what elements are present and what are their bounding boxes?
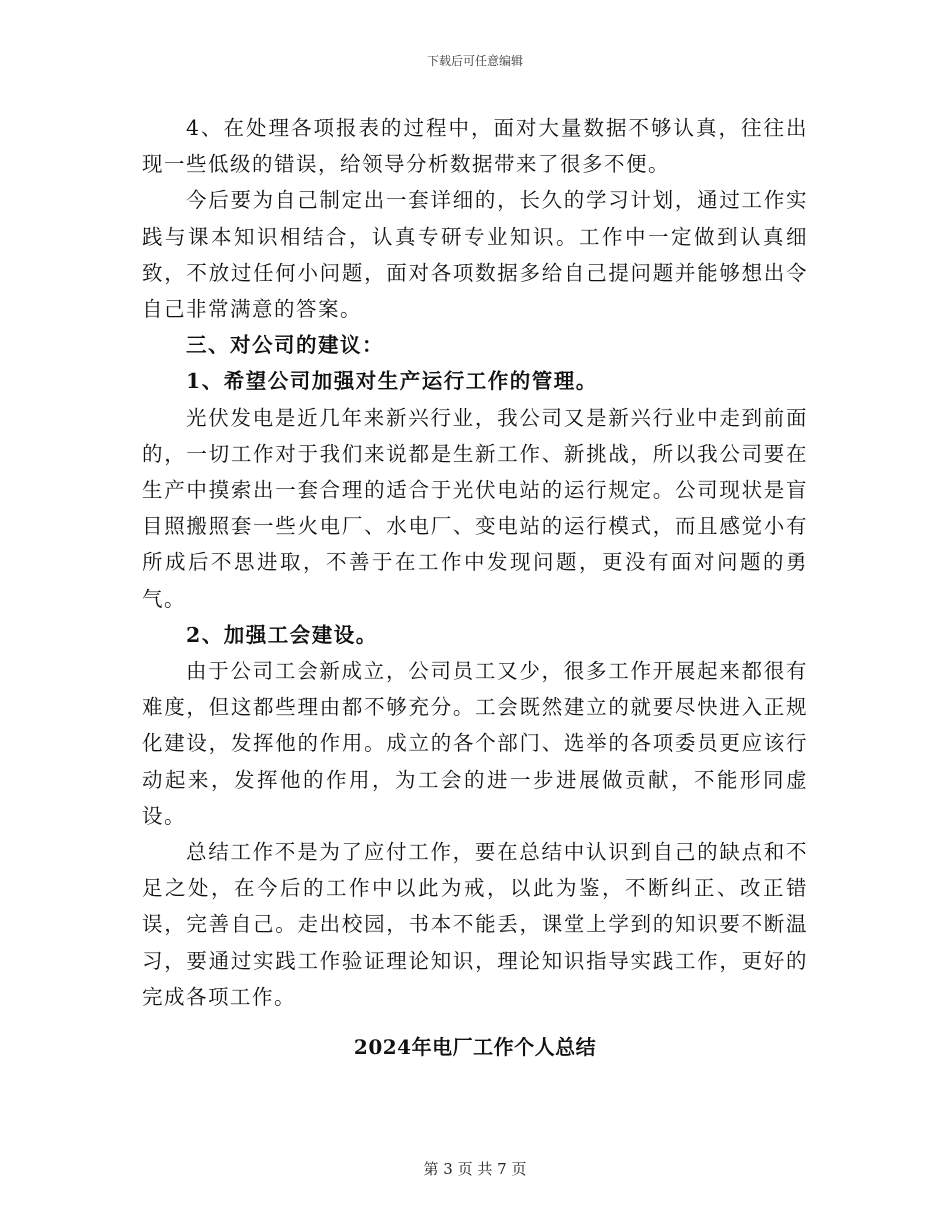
subheading-operation-management: 1、希望公司加强对生产运行工作的管理。	[186, 369, 598, 394]
paragraph-study-plan: 今后要为自己制定出一套详细的，长久的学习计划，通过工作实践与课本知识相结合，认真专研专业知识。工作中一定做到认真细致，不放过任何小问题，面对各项数据多给自己提问题并能够想出令自己非常满意的答案。	[142, 188, 808, 322]
section-heading-suggestions: 三、对公司的建议：	[186, 333, 384, 358]
page-footer: 第 3 页 共 7 页	[423, 1160, 527, 1178]
document-body	[142, 110, 808, 1065]
page-header: 下载后可任意编辑	[426, 54, 523, 68]
next-document-title: 2024年电厂工作个人总结	[353, 1035, 597, 1060]
paragraph-report-errors: 4、在处理各项报表的过程中，面对大量数据不够认真，往往出现一些低级的错误，给领导分析数据带来了很多不便。	[142, 116, 808, 177]
paragraph-photovoltaic: 光伏发电是近几年来新兴行业，我公司又是新兴行业中走到前面的，一切工作对于我们来说都是生新工作、新挑战，所以我公司要在生产中摸索出一套合理的适合于光伏电站的运行规定。公司现状是盲目照搬照套一些火电厂、水电厂、变电站的运行模式，而且感觉小有所成后不思进取，不善于在工作中发现问题，更没有面对问题的勇气。	[142, 405, 808, 611]
subheading-union-building: 2、加强工会建设。	[186, 622, 378, 647]
paragraph-conclusion: 总结工作不是为了应付工作，要在总结中认识到自己的缺点和不足之处，在今后的工作中以此为戒，以此为鉴，不断纠正、改正错误，完善自己。走出校园，书本不能丢，课堂上学到的知识要不断温习，要通过实践工作验证理论知识，理论知识指导实践工作，更好的完成各项工作。	[142, 840, 808, 1009]
paragraph-union: 由于公司工会新成立，公司员工又少，很多工作开展起来都很有难度，但这都些理由都不够充分。工会既然建立的就要尽快进入正规化建设，发挥他的作用。成立的各个部门、选举的各项委员更应该行动起来，发挥他的作用，为工会的进一步进展做贡献，不能形同虚设。	[142, 659, 808, 828]
